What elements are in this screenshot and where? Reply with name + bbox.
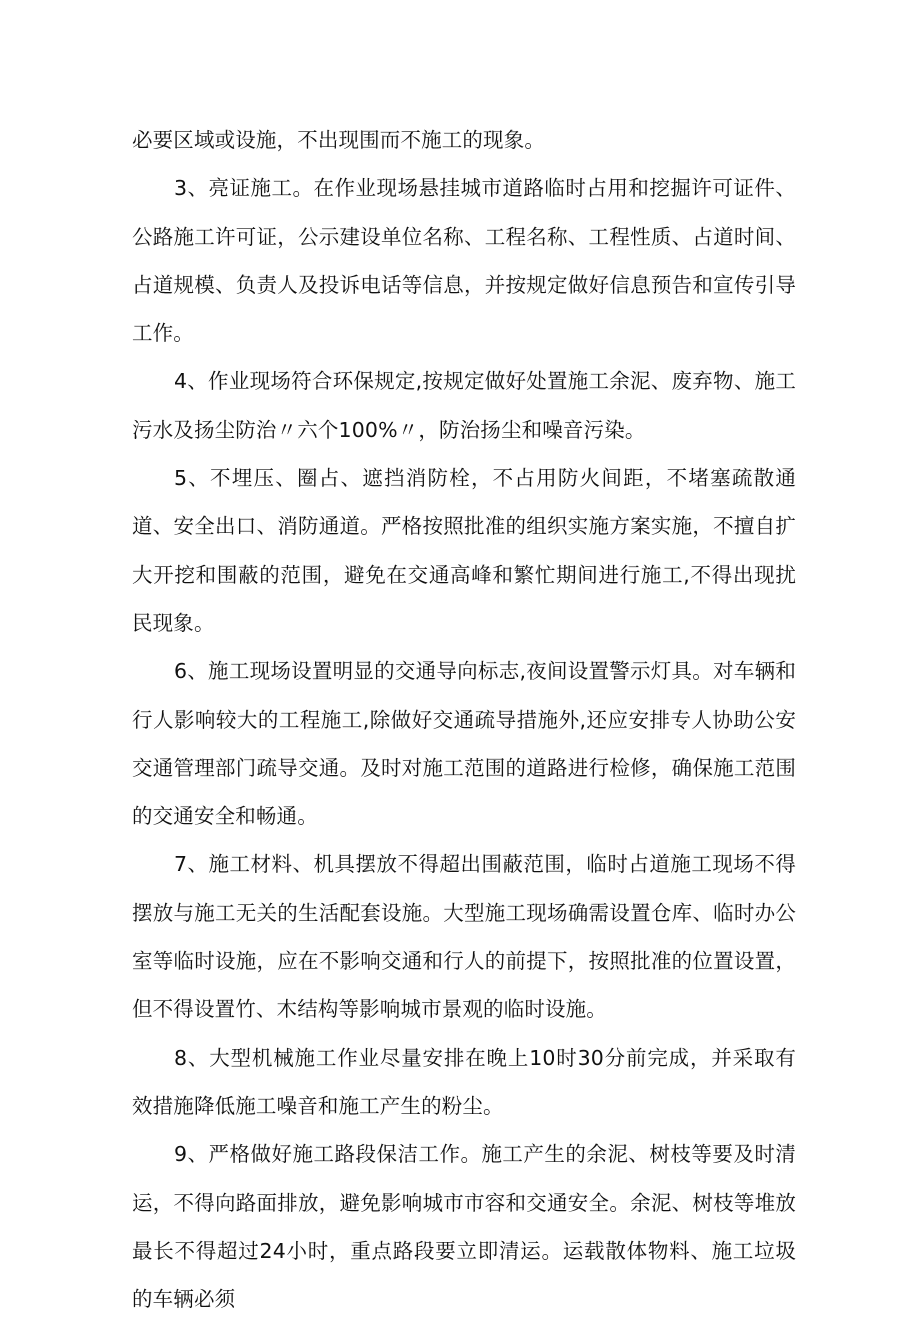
paragraph-item-9: 9、严格做好施工路段保洁工作。施工产生的余泥、树枝等要及时清运，不得向路面排放，避免影响城市市容和交通安全。余泥、树枝等堆放最长不得超过24小时，重点路段要立即清运。运载散体物料、施工垃圾的车辆必须 — [132, 1142, 796, 1312]
paragraph-item-4: 4、作业现场符合环保规定,按规定做好处置施工余泥、废弃物、施工污水及扬尘防治〃六个100%〃，防治扬尘和噪音污染。 — [132, 369, 796, 442]
paragraph-item-8: 8、大型机械施工作业尽量安排在晚上10时30分前完成，并采取有效措施降低施工噪音和施工产生的粉尘。 — [132, 1045, 796, 1118]
document-body — [132, 116, 796, 1323]
paragraph-continuation: 必要区域或设施，不出现围而不施工的现象。 — [132, 128, 545, 152]
paragraph-item-5: 5、不埋压、圈占、遮挡消防栓，不占用防火间距，不堵塞疏散通道、安全出口、消防通道。严格按照批准的组织实施方案实施，不擅自扩大开挖和围蔽的范围，避免在交通高峰和繁忙期间进行施工,不得出现扰民现象。 — [132, 466, 796, 635]
paragraph-item-6: 6、施工现场设置明显的交通导向标志,夜间设置警示灯具。对车辆和行人影响较大的工程施工,除做好交通疏导措施外,还应安排专人协助公安交通管理部门疏导交通。及时对施工范围的道路进行检修，确保施工范围的交通安全和畅通。 — [132, 659, 796, 829]
paragraph-item-3: 3、亮证施工。在作业现场悬挂城市道路临时占用和挖掘许可证件、公路施工许可证，公示建设单位名称、工程名称、工程性质、占道时间、占道规模、负责人及投诉电话等信息，并按规定做好信息预告和宣传引导工作。 — [132, 176, 796, 346]
paragraph-item-7: 7、施工材料、机具摆放不得超出围蔽范围，临时占道施工现场不得摆放与施工无关的生活配套设施。大型施工现场确需设置仓库、临时办公室等临时设施，应在不影响交通和行人的前提下，按照批准的位置设置，但不得设置竹、木结构等影响城市景观的临时设施。 — [132, 852, 796, 1022]
